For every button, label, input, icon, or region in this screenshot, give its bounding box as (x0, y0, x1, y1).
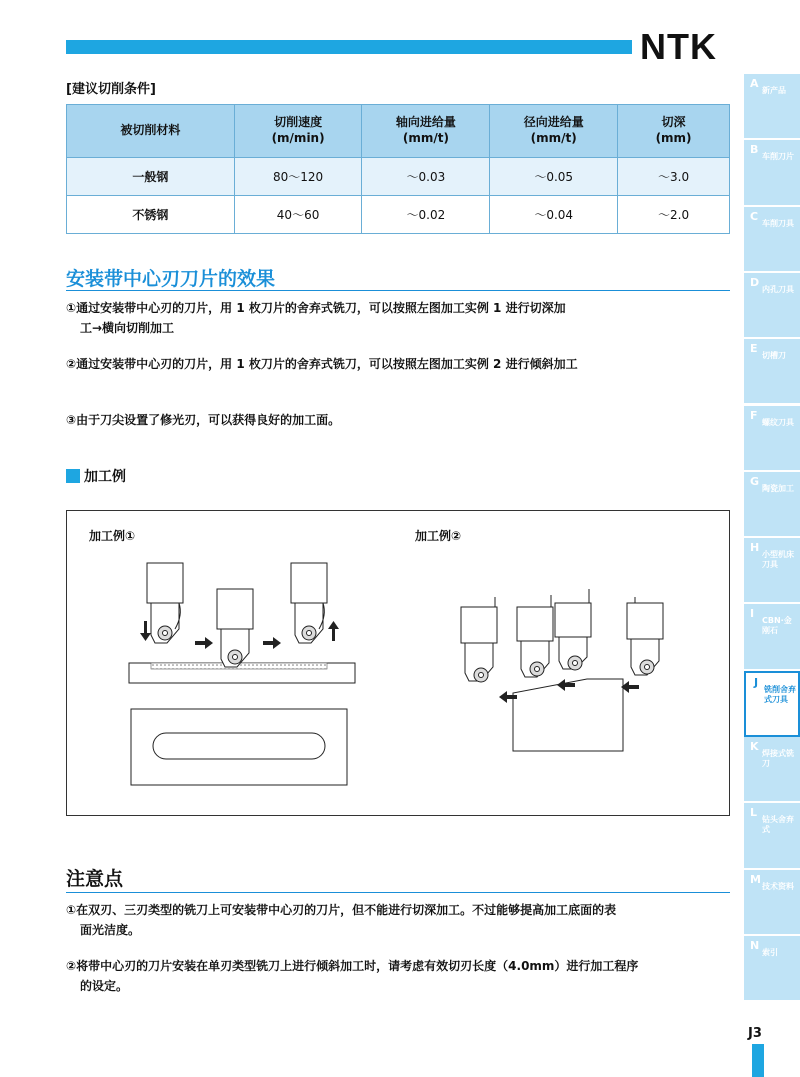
note-item-text: ①在双刃、三刃类型的铣刀上可安装带中心刃的刀片，但不能进行切深加工。不过能够提高加工底面的表 (66, 903, 617, 917)
note-item-2 (66, 956, 736, 996)
example-2-tool-1 (461, 607, 497, 682)
col-header-text: 径向进给量 (mm/t) (523, 115, 584, 145)
example-1-label: 加工例① (89, 529, 136, 543)
chapter-tab-letter: B (750, 143, 759, 157)
chapter-tab-label: 车削刀片 (762, 152, 794, 162)
examples-heading (66, 466, 126, 486)
effect-item-text: ②通过安装带中心刃的刀片，用 1 枚刀片的舍弃式铣刀，可以按照左图加工实例 2 进行倾斜加工 (66, 357, 578, 371)
col-header-material (67, 105, 235, 158)
chapter-tab-letter: J (754, 675, 759, 689)
chapter-tab-letter: C (750, 209, 759, 223)
chapter-tab[interactable] (744, 803, 800, 869)
col-header-text: 轴向进给量 (mm/t) (395, 115, 456, 145)
chapter-tab[interactable] (744, 207, 800, 273)
chapter-tab[interactable] (744, 870, 800, 936)
col-header-radial-feed (490, 105, 618, 158)
chapter-tab-label: 焊接式铣刀 (762, 749, 794, 768)
table-row (67, 158, 730, 196)
table-row (67, 196, 730, 234)
chapter-tab-label: 索引 (762, 947, 778, 957)
effects-title: 安装带中心刃刀片的效果 (66, 268, 276, 290)
effect-item-text: ①通过安装带中心刃的刀片，用 1 枚刀片的舍弃式铣刀，可以按照左图加工实例 1 进行切深加 (66, 301, 566, 315)
examples-heading-text: 加工例 (84, 469, 126, 485)
chapter-tab-label: 切槽刀 (762, 351, 786, 361)
chapter-tab-label: CBN·金刚石 (762, 616, 792, 636)
example-2-tool-3 (555, 603, 591, 670)
chapter-tab[interactable] (744, 273, 800, 339)
chapter-tab[interactable] (744, 74, 800, 140)
example-2-label: 加工例② (415, 529, 462, 543)
table-cell: 80～120 (234, 158, 362, 196)
examples-figure (66, 510, 730, 816)
chapter-tab-label: 陶瓷加工 (762, 483, 794, 493)
chapter-tab-label: 钻头舍弃式 (762, 815, 794, 835)
chapter-tab-label: 新产品 (762, 86, 786, 95)
table-cell: ～0.05 (490, 158, 618, 196)
effect-item-3 (66, 410, 736, 430)
col-header-speed (234, 105, 362, 158)
chapter-tab[interactable] (744, 936, 800, 1002)
chapter-tab[interactable] (744, 737, 800, 803)
page-number: J3 (748, 1026, 762, 1041)
chapter-tab[interactable] (744, 406, 800, 472)
ntk-logo: NTK (640, 26, 717, 67)
table-cell: 40～60 (234, 196, 362, 234)
table-header-row (67, 105, 730, 158)
example-1-slot-view (131, 709, 347, 785)
effect-item-1 (66, 298, 736, 338)
chapter-tab-letter: N (750, 938, 760, 952)
example-1-tool-right (291, 563, 327, 643)
table-cell: ～2.0 (618, 196, 730, 234)
chapter-tab-letter: K (750, 740, 759, 753)
chapter-tab-label: 小型机床刀具 (762, 550, 794, 570)
col-header-text: 切削速度 (m/min) (271, 115, 325, 145)
table-cell: ～0.02 (362, 196, 490, 234)
notes-title: 注意点 (66, 868, 124, 890)
example-2-tool-2 (517, 607, 553, 677)
table-cell: ～0.03 (362, 158, 490, 196)
example-2-workpiece (513, 679, 623, 751)
chapter-tab-label: 铣削舍弃式刀具 (764, 684, 796, 704)
example-1-workpiece (129, 663, 355, 683)
table-cell: ～3.0 (618, 158, 730, 196)
example-1-tool-middle (217, 589, 253, 667)
chapter-tab-label: 内孔刀具 (762, 284, 794, 294)
col-header-text: 被切削材料 (120, 123, 181, 138)
chapter-tab[interactable] (744, 538, 800, 604)
example-1-tool-left (147, 563, 183, 643)
col-header-depth (618, 105, 730, 158)
chapter-tab-label: 技术资料 (762, 881, 794, 891)
chapter-tab-letter: F (750, 408, 758, 422)
table-cell: 不锈钢 (67, 196, 235, 234)
machining-diagram (67, 511, 729, 815)
chapter-tab-letter: M (750, 872, 761, 886)
chapter-tab-letter: G (750, 474, 760, 488)
chapter-tab-letter: H (750, 541, 760, 555)
note-item-text-cont: 面光洁度。 (80, 923, 141, 937)
notes-underline (66, 892, 730, 893)
conditions-label: [建议切削条件] (66, 82, 156, 97)
chapter-tab-letter: I (750, 607, 755, 621)
chapter-tab[interactable] (744, 140, 800, 206)
chapter-tab[interactable] (744, 472, 800, 538)
chapter-tab[interactable] (744, 671, 800, 737)
chapter-tab-letter: E (750, 342, 758, 356)
chapter-tab-label: 车削刀具 (762, 218, 794, 228)
table-cell: ～0.04 (490, 196, 618, 234)
effects-underline (66, 290, 730, 291)
effect-item-text-cont: 工→横向切削加工 (80, 321, 175, 335)
example-2-tool-4 (627, 603, 663, 675)
header-bar (66, 40, 632, 54)
effect-item-text: ③由于刀尖设置了修光刃，可以获得良好的加工面。 (66, 413, 341, 427)
chapter-tab-letter: A (750, 77, 759, 90)
table-cell: 一般钢 (67, 158, 235, 196)
cutting-conditions-table (66, 104, 730, 234)
chapter-tab[interactable] (744, 339, 800, 405)
col-header-axial-feed (362, 105, 490, 158)
effect-item-2 (66, 354, 736, 374)
chapter-tab[interactable] (744, 604, 800, 670)
chapter-tab-label: 螺纹刀具 (762, 417, 794, 427)
page-marker (752, 1044, 764, 1077)
note-item-text-cont: 的设定。 (80, 979, 129, 993)
note-item-1 (66, 900, 736, 940)
square-icon (66, 469, 80, 483)
chapter-tab-letter: L (750, 806, 758, 820)
note-item-text: ②将带中心刃的刀片安装在单刃类型铣刀上进行倾斜加工时，请考虑有效切刃长度（4.0mm）进行加工程序 (66, 959, 639, 973)
chapter-tab-letter: D (750, 275, 760, 289)
col-header-text: 切深 (mm) (655, 115, 692, 145)
